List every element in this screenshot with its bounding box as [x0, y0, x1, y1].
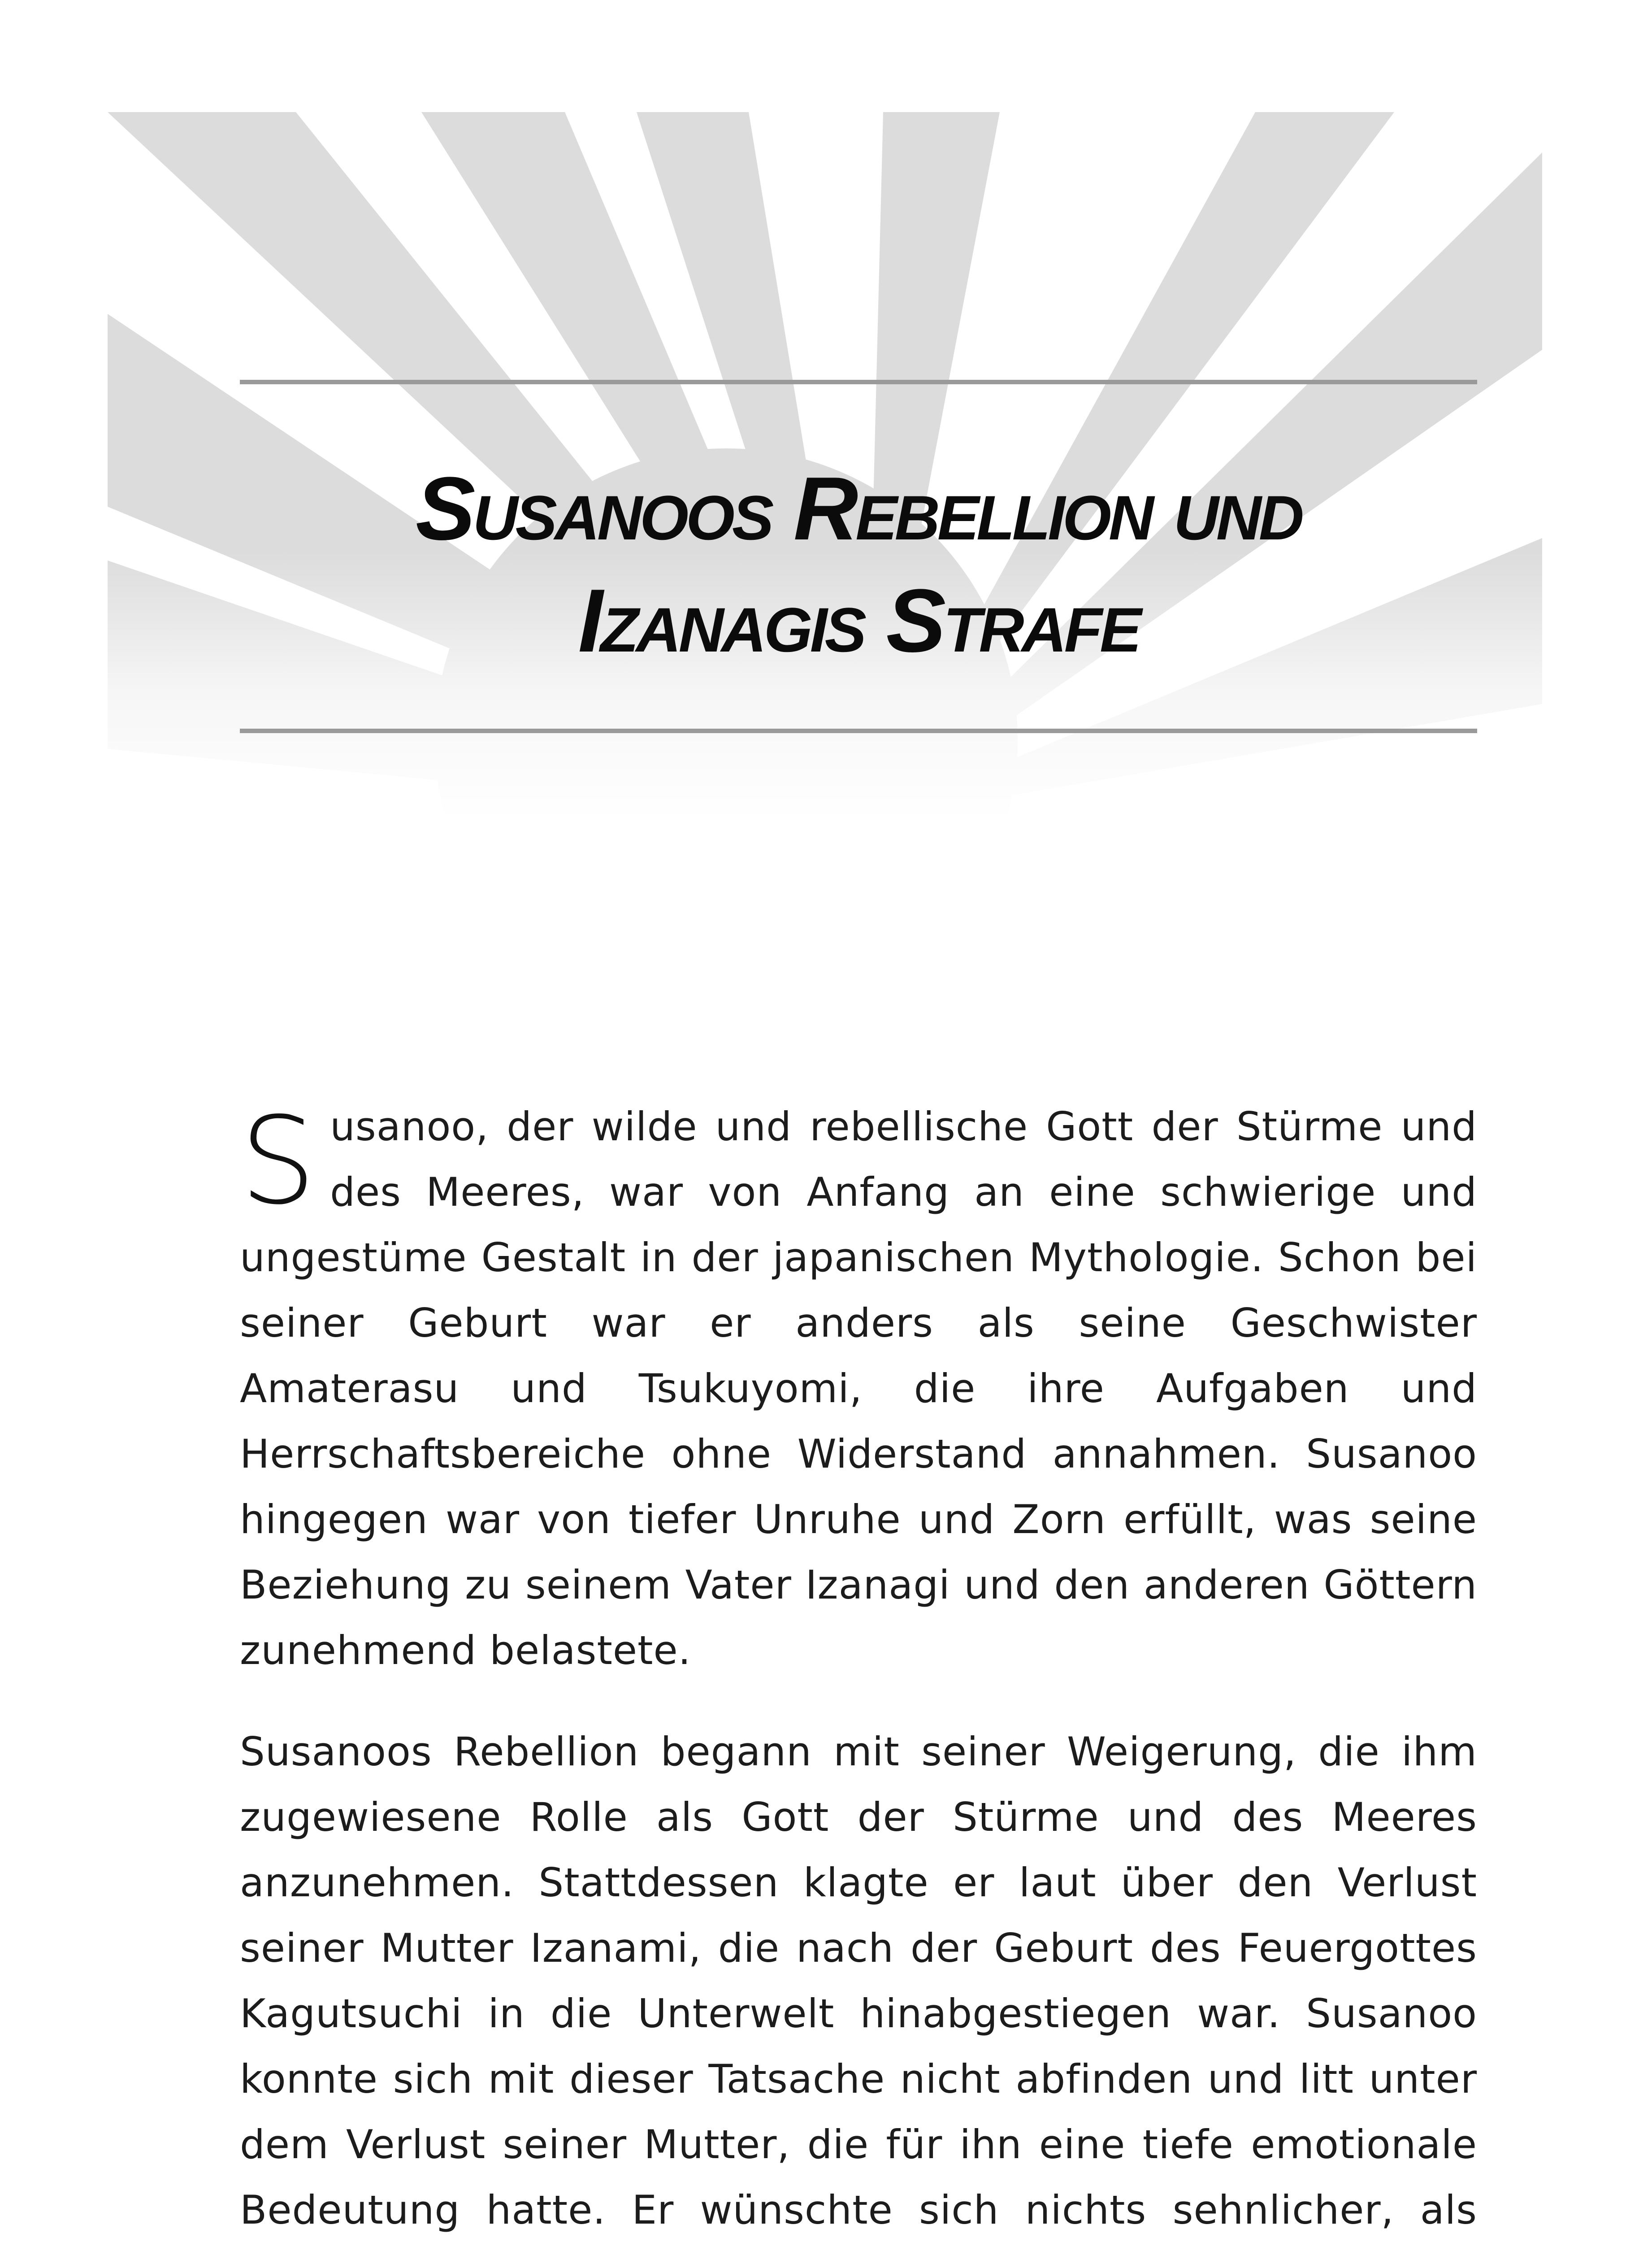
chapter-title	[240, 453, 1477, 677]
body-text	[240, 1091, 1477, 2242]
drop-cap: S	[240, 1091, 317, 1231]
paragraph	[240, 1091, 1477, 1683]
chapter-title-line-2: Izanagis Strafe	[578, 571, 1139, 671]
chapter-title-line-1: Susanoos Rebellion und	[416, 459, 1301, 559]
paragraph-text: usanoo, der wilde und rebellische Gott der Stürme und des Meeres, war von Anfang an eine schwierige und ungestüme Gestalt in der japanischen Mythologie. Schon bei seiner Geburt war er anders als seine Geschwister Amaterasu und Tsukuyomi, die ihre Aufgaben und Herrschaftsbereiche ohne Widerstand annahmen. Susanoo hingegen war von tiefer Unruhe und Zorn erfüllt, was seine Beziehung zu seinem Vater Izanagi und den anderen Göttern zunehmend belastete.	[240, 1104, 1477, 1673]
title-rule-bottom	[240, 729, 1477, 733]
paragraph: Susanoos Rebellion begann mit seiner Weigerung, die ihm zugewiesene Rolle als Gott der Stürme und des Meeres anzunehmen. Stattdessen klagte er laut über den Verlust seiner Mutter Izanami, die nach der Geburt des Feuergottes Kagutsuchi in die Unterwelt hinabgestiegen war. Susanoo konnte sich mit dieser Tatsache nicht abfinden und litt unter dem Verlust seiner Mutter, die für ihn eine tiefe emotionale Bedeutung hatte. Er wünschte sich nichts sehnlicher, als	[240, 1729, 1477, 2233]
title-rule-top	[240, 380, 1477, 384]
